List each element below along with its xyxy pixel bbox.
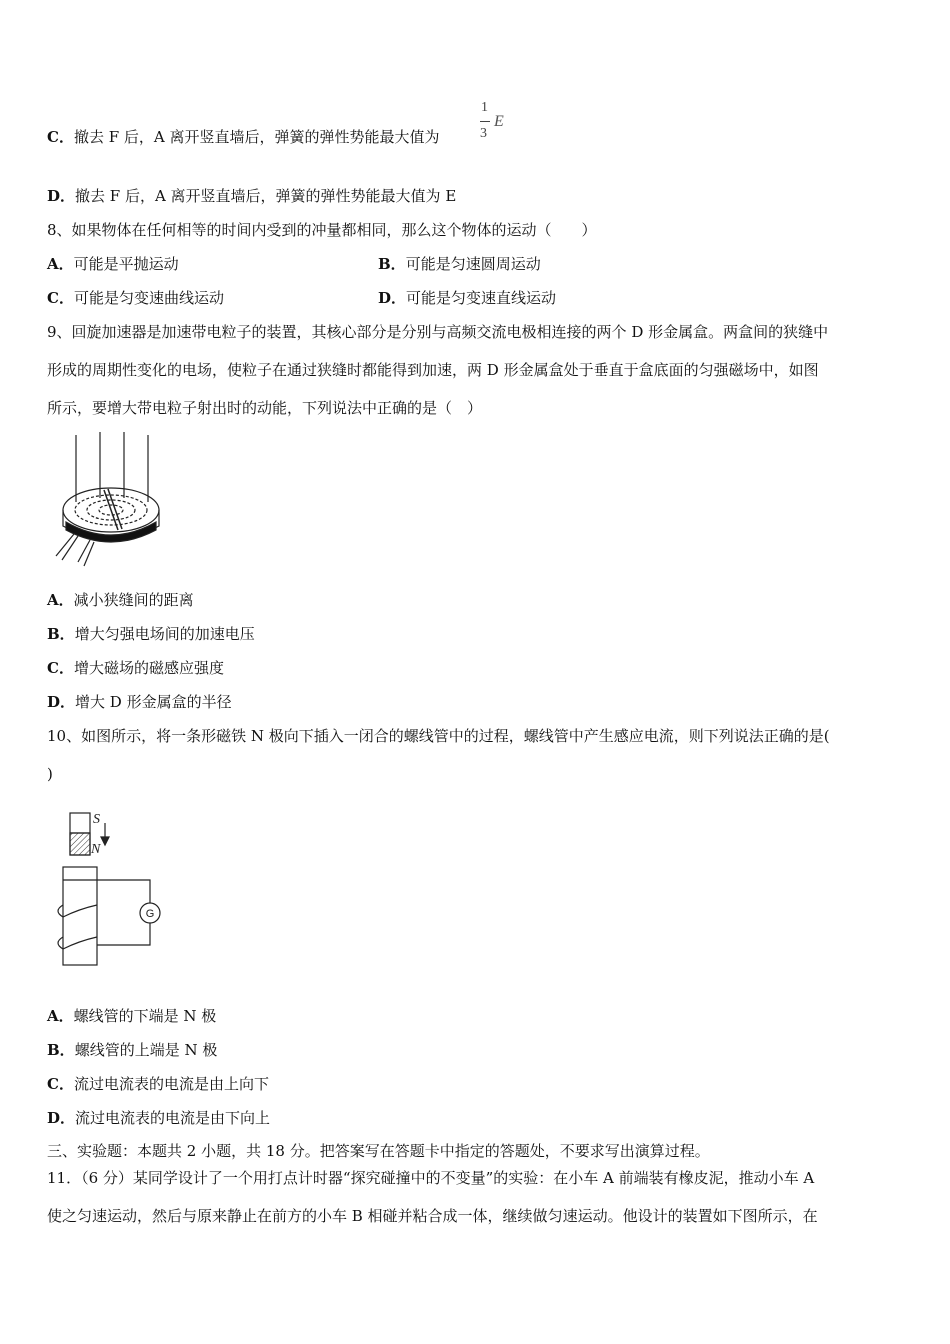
option-text: 增大 D 形金属盒的半径 bbox=[75, 693, 232, 711]
q10-stem-line-2: ) bbox=[47, 765, 53, 783]
option-label: C． bbox=[47, 659, 74, 677]
option-text: 螺线管的上端是 N 极 bbox=[74, 1041, 218, 1059]
option-label: B． bbox=[47, 1041, 75, 1059]
option-text: 螺线管的下端是 N 极 bbox=[73, 1007, 217, 1025]
q10-option-b bbox=[47, 1040, 217, 1060]
circuit-wire bbox=[97, 880, 150, 903]
q9-option-d bbox=[47, 692, 232, 712]
option-label: D． bbox=[378, 289, 407, 307]
option-text: 减小狭缝间的距离 bbox=[73, 591, 194, 609]
fraction-variable: E bbox=[494, 113, 504, 130]
option-text: 撤去 F 后，A 离开竖直墙后，弹簧的弹性势能最大值为 E bbox=[75, 187, 457, 205]
fraction-numerator: 1 bbox=[481, 100, 488, 115]
lead-wire bbox=[78, 540, 90, 562]
q9-option-c bbox=[47, 658, 224, 678]
option-text: 可能是匀速圆周运动 bbox=[405, 255, 541, 273]
option-label: D． bbox=[47, 693, 76, 711]
option-text: 流过电流表的电流是由上向下 bbox=[73, 1075, 269, 1093]
option-text: 撤去 F 后，A 离开竖直墙后，弹簧的弹性势能最大值为 bbox=[73, 128, 440, 146]
fraction-one-third-e bbox=[478, 100, 518, 150]
q11-line-1: 11．（6 分）某同学设计了一个用打点计时器“探究碰撞中的不变量”的实验：在小车 A 前端装有橡皮泥，推动小车 A bbox=[47, 1169, 815, 1187]
option-label: C． bbox=[47, 289, 74, 307]
option-text: 可能是平抛运动 bbox=[73, 255, 179, 273]
q11-line-2: 使之匀速运动，然后与原来静止在前方的小车 B 相碰并粘合成一体，继续做匀速运动。他设计的装置如下图所示，在 bbox=[47, 1207, 818, 1225]
q8-option-b bbox=[378, 254, 541, 274]
option-label: D． bbox=[47, 187, 76, 205]
option-label: C． bbox=[47, 128, 74, 146]
option-text: 可能是匀变速直线运动 bbox=[406, 289, 557, 307]
q8-option-d bbox=[378, 288, 556, 308]
arrow-head-icon bbox=[101, 837, 109, 845]
q9-option-b bbox=[47, 624, 255, 644]
q9-stem-line-1: 9、回旋加速器是加速带电粒子的装置，其核心部分是分别与高频交流电极相连接的两个 D 形金属盒。两盒间的狭缝中 bbox=[47, 323, 829, 341]
option-label: D． bbox=[47, 1109, 76, 1127]
coil-turn bbox=[58, 937, 97, 949]
q10-option-a bbox=[47, 1006, 216, 1026]
q10-stem-line-1: 10、如图所示，将一条形磁铁 N 极向下插入一闭合的螺线管中的过程，螺线管中产生感应电流，则下列说法正确的是( bbox=[47, 727, 830, 745]
circuit-wire bbox=[97, 923, 150, 945]
q8-stem: 8、如果物体在任何相等的时间内受到的冲量都相同，那么这个物体的运动（ ） bbox=[47, 221, 597, 239]
q8-option-a bbox=[47, 254, 179, 274]
q10-option-d bbox=[47, 1108, 270, 1128]
label-g: G bbox=[145, 908, 155, 920]
option-label: A． bbox=[47, 255, 74, 273]
lead-wire bbox=[84, 542, 94, 566]
cyclotron-figure bbox=[44, 430, 174, 570]
section-heading: 三、实验题：本题共 2 小题，共 18 分。把答案写在答题卡中指定的答题处，不要求写出演算过程。 bbox=[47, 1142, 710, 1160]
coil-turn bbox=[58, 905, 97, 917]
option-text: 增大匀强电场间的加速电压 bbox=[74, 625, 255, 643]
fraction-bar bbox=[480, 121, 490, 122]
option-label: B． bbox=[378, 255, 406, 273]
option-label: C． bbox=[47, 1075, 74, 1093]
solenoid-figure bbox=[55, 805, 165, 970]
q9-stem-line-2: 形成的周期性变化的电场，使粒子在通过狭缝时都能得到加速，两 D 形金属盒处于垂直于盒底面的匀强磁场中，如图 bbox=[47, 361, 819, 379]
solenoid bbox=[63, 867, 97, 965]
option-text: 增大磁场的磁感应强度 bbox=[73, 659, 224, 677]
option-label: A． bbox=[47, 591, 74, 609]
option-text: 可能是匀变速曲线运动 bbox=[73, 289, 224, 307]
label-s: S bbox=[93, 812, 100, 827]
option-text: 流过电流表的电流是由下向上 bbox=[75, 1109, 271, 1127]
option-label: B． bbox=[47, 625, 75, 643]
magnet-n-pole bbox=[70, 833, 90, 855]
q9-stem-line-3: 所示，要增大带电粒子射出时的动能，下列说法中正确的是（ ） bbox=[47, 399, 483, 417]
q8-option-c bbox=[47, 288, 224, 308]
q7-option-d bbox=[47, 186, 456, 206]
label-n: N bbox=[91, 842, 101, 857]
fraction-denominator: 3 bbox=[480, 126, 487, 141]
q7-option-c bbox=[47, 127, 440, 147]
q10-option-c bbox=[47, 1074, 269, 1094]
option-label: A． bbox=[47, 1007, 74, 1025]
q9-option-a bbox=[47, 590, 194, 610]
